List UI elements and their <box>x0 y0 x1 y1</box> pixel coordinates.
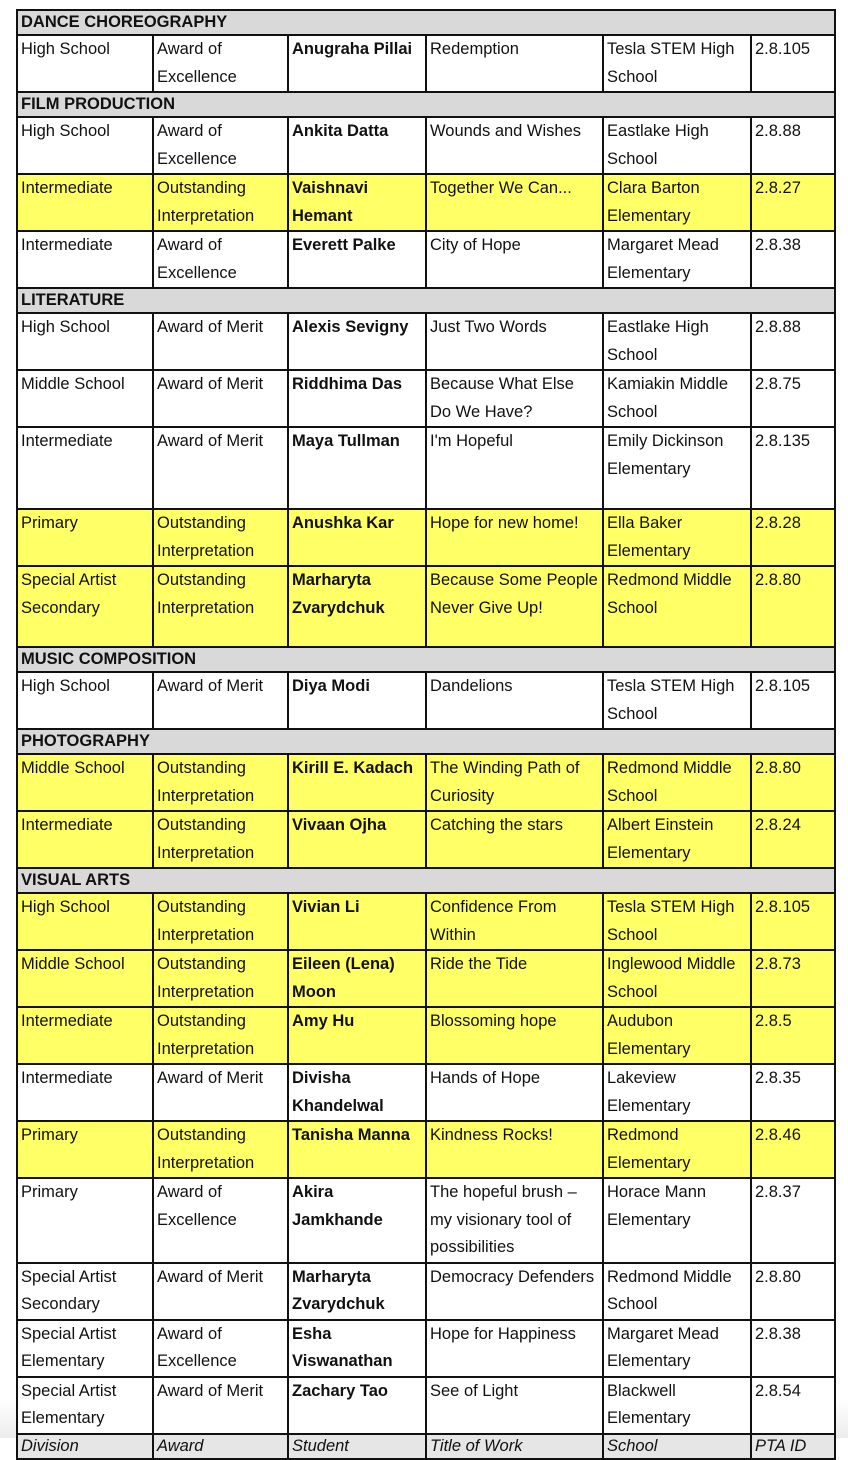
cell-award: Award of Merit <box>153 1377 288 1434</box>
cell-pta-id: 2.8.75 <box>751 370 835 427</box>
cell-division: Intermediate <box>17 1007 153 1064</box>
cell-division: Intermediate <box>17 174 153 231</box>
cell-pta-id: 2.8.27 <box>751 174 835 231</box>
cell-school: Tesla STEM High School <box>603 35 751 92</box>
cell-title-of-work: Hope for Happiness <box>426 1320 603 1377</box>
cell-school: Albert Einstein Elementary <box>603 811 751 868</box>
cell-student: Divisha Khandelwal <box>288 1064 426 1121</box>
cell-award: Award of Merit <box>153 1263 288 1320</box>
cell-award: Award of Merit <box>153 1064 288 1121</box>
cell-student: Vivaan Ojha <box>288 811 426 868</box>
cell-award: Award of Merit <box>153 370 288 427</box>
cell-division: Special Artist Elementary <box>17 1377 153 1434</box>
section-header-row <box>17 647 835 672</box>
table-row <box>17 1178 835 1263</box>
cell-award: Award of Merit <box>153 313 288 370</box>
cell-title-of-work: The Winding Path of Curiosity <box>426 754 603 811</box>
cell-division: High School <box>17 313 153 370</box>
cell-student: Everett Palke <box>288 231 426 288</box>
cell-pta-id: 2.8.105 <box>751 672 835 729</box>
cell-title-of-work: Together We Can... <box>426 174 603 231</box>
table-row-highlighted <box>17 893 835 950</box>
cell-title-of-work: Because What Else Do We Have? <box>426 370 603 427</box>
cell-award: Outstanding Interpretation <box>153 1121 288 1178</box>
table-row <box>17 231 835 288</box>
cell-pta-id: 2.8.80 <box>751 1263 835 1320</box>
cell-pta-id: 2.8.80 <box>751 754 835 811</box>
cell-title-of-work: The hopeful brush – my visionary tool of possibilities <box>426 1178 603 1263</box>
cell-school: Tesla STEM High School <box>603 893 751 950</box>
cell-pta-id: 2.8.5 <box>751 1007 835 1064</box>
cell-award: Award of Excellence <box>153 117 288 174</box>
cell-student: Riddhima Das <box>288 370 426 427</box>
cell-school: Lakeview Elementary <box>603 1064 751 1121</box>
cell-division: Special Artist Elementary <box>17 1320 153 1377</box>
cell-division: High School <box>17 117 153 174</box>
cell-title-of-work: See of Light <box>426 1377 603 1434</box>
table-row-highlighted <box>17 754 835 811</box>
cell-student: Anugraha Pillai <box>288 35 426 92</box>
cell-division: Primary <box>17 509 153 566</box>
cell-award: Outstanding Interpretation <box>153 811 288 868</box>
cell-student: Eileen (Lena) Moon <box>288 950 426 1007</box>
table-row-highlighted <box>17 950 835 1007</box>
section-header-row <box>17 288 835 313</box>
cell-student: Ankita Datta <box>288 117 426 174</box>
table-row <box>17 1263 835 1320</box>
cell-award: Outstanding Interpretation <box>153 754 288 811</box>
cell-title-of-work: Democracy Defenders <box>426 1263 603 1320</box>
column-label-pta-id: PTA ID <box>751 1434 835 1459</box>
awards-table <box>16 9 836 1460</box>
table-row-highlighted <box>17 1007 835 1064</box>
cell-pta-id: 2.8.88 <box>751 313 835 370</box>
cell-award: Award of Excellence <box>153 1178 288 1263</box>
awards-table-body <box>17 10 835 1459</box>
cell-school: Emily Dickinson Elementary <box>603 427 751 509</box>
cell-division: Primary <box>17 1121 153 1178</box>
cell-award: Outstanding Interpretation <box>153 893 288 950</box>
cell-school: Margaret Mead Elementary <box>603 231 751 288</box>
table-row-highlighted <box>17 174 835 231</box>
column-header-footer-row <box>17 1434 835 1459</box>
cell-student: Esha Viswanathan <box>288 1320 426 1377</box>
cell-school: Redmond Middle School <box>603 1263 751 1320</box>
cell-pta-id: 2.8.37 <box>751 1178 835 1263</box>
cell-title-of-work: Just Two Words <box>426 313 603 370</box>
cell-award: Outstanding Interpretation <box>153 509 288 566</box>
cell-title-of-work: Dandelions <box>426 672 603 729</box>
table-row <box>17 1320 835 1377</box>
cell-school: Eastlake High School <box>603 117 751 174</box>
cell-school: Ella Baker Elementary <box>603 509 751 566</box>
cell-student: Anushka Kar <box>288 509 426 566</box>
section-title: LITERATURE <box>17 288 835 313</box>
cell-division: Middle School <box>17 950 153 1007</box>
table-row <box>17 35 835 92</box>
cell-title-of-work: Catching the stars <box>426 811 603 868</box>
cell-pta-id: 2.8.46 <box>751 1121 835 1178</box>
cell-school: Redmond Middle School <box>603 566 751 647</box>
cell-school: Redmond Middle School <box>603 754 751 811</box>
section-title: VISUAL ARTS <box>17 868 835 893</box>
cell-title-of-work: Redemption <box>426 35 603 92</box>
section-title: DANCE CHOREOGRAPHY <box>17 10 835 35</box>
cell-title-of-work: I'm Hopeful <box>426 427 603 509</box>
table-row <box>17 313 835 370</box>
cell-school: Redmond Elementary <box>603 1121 751 1178</box>
cell-title-of-work: Hands of Hope <box>426 1064 603 1121</box>
cell-award: Outstanding Interpretation <box>153 566 288 647</box>
section-header-row <box>17 92 835 117</box>
cell-division: Special Artist Secondary <box>17 1263 153 1320</box>
section-header-row <box>17 729 835 754</box>
section-header-row <box>17 868 835 893</box>
cell-school: Margaret Mead Elementary <box>603 1320 751 1377</box>
cell-school: Audubon Elementary <box>603 1007 751 1064</box>
table-row-highlighted <box>17 1121 835 1178</box>
cell-school: Tesla STEM High School <box>603 672 751 729</box>
cell-pta-id: 2.8.24 <box>751 811 835 868</box>
cell-title-of-work: City of Hope <box>426 231 603 288</box>
cell-award: Award of Merit <box>153 427 288 509</box>
section-header-row <box>17 10 835 35</box>
cell-pta-id: 2.8.73 <box>751 950 835 1007</box>
cell-student: Marharyta Zvarydchuk <box>288 1263 426 1320</box>
cell-award: Award of Excellence <box>153 231 288 288</box>
table-row <box>17 1064 835 1121</box>
cell-school: Horace Mann Elementary <box>603 1178 751 1263</box>
cell-student: Alexis Sevigny <box>288 313 426 370</box>
column-label-student: Student <box>288 1434 426 1459</box>
cell-division: Intermediate <box>17 231 153 288</box>
cell-student: Zachary Tao <box>288 1377 426 1434</box>
cell-title-of-work: Blossoming hope <box>426 1007 603 1064</box>
table-row <box>17 672 835 729</box>
table-row-highlighted <box>17 509 835 566</box>
cell-school: Blackwell Elementary <box>603 1377 751 1434</box>
cell-student: Amy Hu <box>288 1007 426 1064</box>
cell-pta-id: 2.8.135 <box>751 427 835 509</box>
cell-division: Special Artist Secondary <box>17 566 153 647</box>
table-row <box>17 427 835 509</box>
cell-student: Vivian Li <box>288 893 426 950</box>
cell-title-of-work: Hope for new home! <box>426 509 603 566</box>
table-row-highlighted <box>17 811 835 868</box>
cell-pta-id: 2.8.28 <box>751 509 835 566</box>
cell-title-of-work: Because Some People Never Give Up! <box>426 566 603 647</box>
cell-pta-id: 2.8.80 <box>751 566 835 647</box>
cell-school: Eastlake High School <box>603 313 751 370</box>
cell-award: Outstanding Interpretation <box>153 950 288 1007</box>
cell-award: Award of Excellence <box>153 1320 288 1377</box>
table-row <box>17 1377 835 1434</box>
cell-pta-id: 2.8.38 <box>751 1320 835 1377</box>
section-title: FILM PRODUCTION <box>17 92 835 117</box>
cell-pta-id: 2.8.88 <box>751 117 835 174</box>
cell-student: Tanisha Manna <box>288 1121 426 1178</box>
cell-school: Clara Barton Elementary <box>603 174 751 231</box>
cell-student: Maya Tullman <box>288 427 426 509</box>
column-label-division: Division <box>17 1434 153 1459</box>
cell-award: Outstanding Interpretation <box>153 174 288 231</box>
cell-pta-id: 2.8.38 <box>751 231 835 288</box>
cell-division: Intermediate <box>17 427 153 509</box>
cell-title-of-work: Confidence From Within <box>426 893 603 950</box>
cell-division: High School <box>17 893 153 950</box>
cell-pta-id: 2.8.105 <box>751 893 835 950</box>
cell-title-of-work: Wounds and Wishes <box>426 117 603 174</box>
table-row <box>17 117 835 174</box>
cell-pta-id: 2.8.105 <box>751 35 835 92</box>
cell-division: Intermediate <box>17 811 153 868</box>
cell-student: Vaishnavi Hemant <box>288 174 426 231</box>
cell-division: Intermediate <box>17 1064 153 1121</box>
cell-school: Inglewood Middle School <box>603 950 751 1007</box>
table-row-highlighted <box>17 566 835 647</box>
cell-division: Middle School <box>17 370 153 427</box>
cell-pta-id: 2.8.54 <box>751 1377 835 1434</box>
cell-division: Primary <box>17 1178 153 1263</box>
cell-school: Kamiakin Middle School <box>603 370 751 427</box>
column-label-title: Title of Work <box>426 1434 603 1459</box>
table-row <box>17 370 835 427</box>
cell-division: High School <box>17 35 153 92</box>
column-label-award: Award <box>153 1434 288 1459</box>
cell-division: High School <box>17 672 153 729</box>
cell-title-of-work: Kindness Rocks! <box>426 1121 603 1178</box>
cell-award: Outstanding Interpretation <box>153 1007 288 1064</box>
cell-division: Middle School <box>17 754 153 811</box>
cell-title-of-work: Ride the Tide <box>426 950 603 1007</box>
cell-award: Award of Merit <box>153 672 288 729</box>
cell-award: Award of Excellence <box>153 35 288 92</box>
cell-student: Marharyta Zvarydchuk <box>288 566 426 647</box>
cell-student: Kirill E. Kadach <box>288 754 426 811</box>
section-title: MUSIC COMPOSITION <box>17 647 835 672</box>
section-title: PHOTOGRAPHY <box>17 729 835 754</box>
cell-student: Diya Modi <box>288 672 426 729</box>
cell-student: Akira Jamkhande <box>288 1178 426 1263</box>
cell-pta-id: 2.8.35 <box>751 1064 835 1121</box>
column-label-school: School <box>603 1434 751 1459</box>
